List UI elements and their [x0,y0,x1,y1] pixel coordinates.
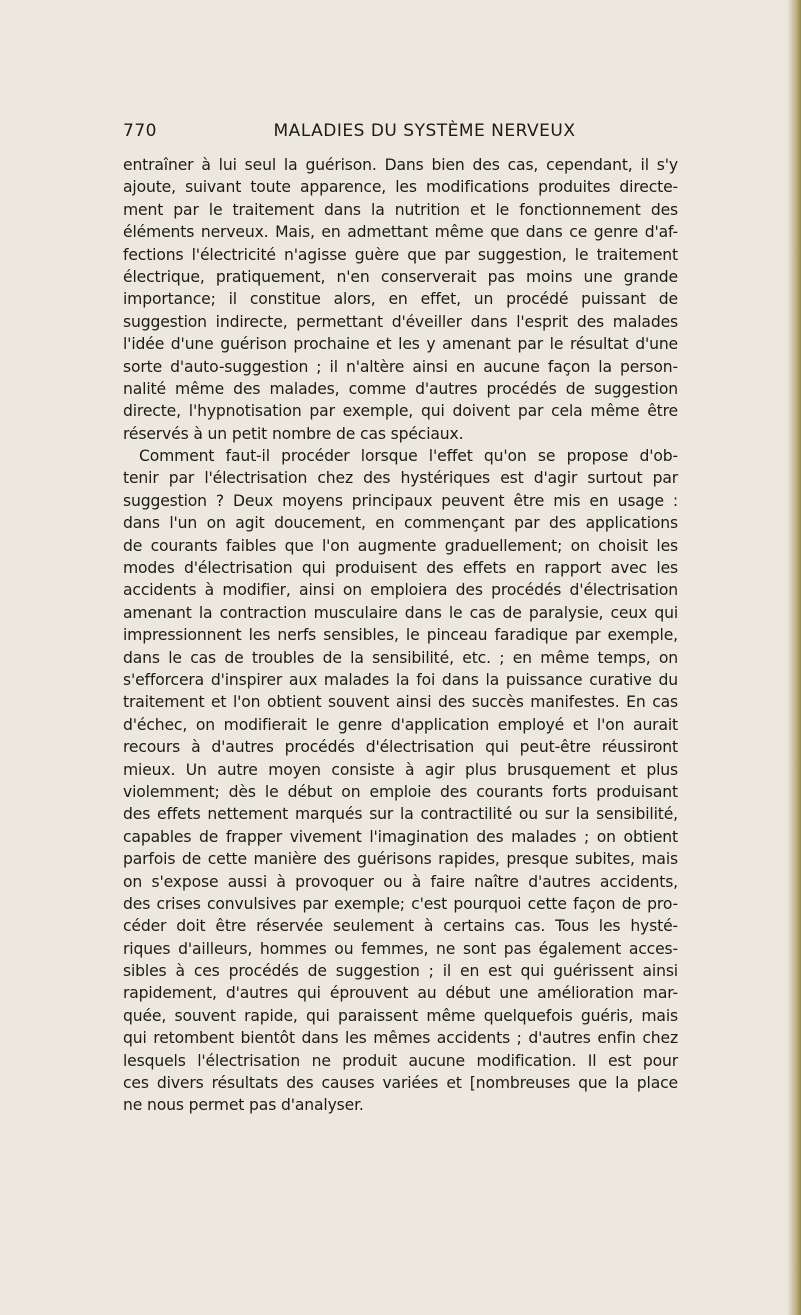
page-number: 770 [123,121,157,141]
text-line: tenir par l'électrisation chez des hystériques est d'agir surtout par [123,469,678,488]
text-line: l'idée d'une guérison prochaine et les y amenant par le résultat d'une [123,335,678,354]
page-edge-shadow [787,0,801,1315]
text-line: ajoute, suivant toute apparence, les modifications produites directe- [123,178,678,197]
text-line: ne nous permet pas d'analyser. [123,1096,364,1115]
text-line: réservés à un petit nombre de cas spéciaux. [123,424,464,443]
text-line: modes d'électrisation qui produisent des effets en rapport avec les [123,559,678,578]
text-line: d'échec, on modifierait le genre d'application employé et l'on aurait [123,715,678,734]
text-line: dans le cas de troubles de la sensibilité, etc. ; en même temps, on [123,648,678,667]
text-line: éléments nerveux. Mais, en admettant même que dans ce genre d'af- [123,223,678,242]
text-line: s'efforcera d'inspirer aux malades la foi dans la puissance curative du [123,670,678,689]
body-text [123,154,678,1117]
text-line: quée, souvent rapide, qui paraissent même quelquefois guéris, mais [123,1006,678,1025]
text-line: de courants faibles que l'on augmente graduellement; on choisit les [123,536,678,555]
text-line: impressionnent les nerfs sensibles, le pinceau faradique par exemple, [123,626,678,645]
text-line: importance; il constitue alors, en effet, un procédé puissant de [123,290,678,309]
text-line: accidents à modifier, ainsi on emploiera des procédés d'électrisation [123,581,678,600]
page-header [123,121,678,145]
text-line: dans l'un on agit doucement, en commençant par des applications [123,514,678,533]
text-line: céder doit être réservée seulement à certains cas. Tous les hysté- [123,917,678,936]
text-line: amenant la contraction musculaire dans le cas de paralysie, ceux qui [123,603,678,622]
text-line: ment par le traitement dans la nutrition et le fonctionnement des [123,200,678,219]
text-line: des crises convulsives par exemple; c'est pourquoi cette façon de pro- [123,894,678,913]
text-line: traitement et l'on obtient souvent ainsi des succès manifestes. En cas [123,693,678,712]
text-line: riques d'ailleurs, hommes ou femmes, ne sont pas également acces- [123,939,678,958]
text-line: capables de frapper vivement l'imagination des malades ; on obtient [123,827,678,846]
text-line: rapidement, d'autres qui éprouvent au début une amélioration mar- [123,984,678,1003]
text-line: fections l'électricité n'agisse guère que par suggestion, le traitement [123,245,678,264]
text-line: Comment faut-il procéder lorsque l'effet qu'on se propose d'ob- [139,447,678,466]
text-line: entraîner à lui seul la guérison. Dans bien des cas, cependant, il s'y [123,156,678,174]
text-line: violemment; dès le début on emploie des courants forts produisant [123,782,678,801]
text-line: directe, l'hypnotisation par exemple, qui doivent par cela même être [123,402,678,421]
text-line: suggestion indirecte, permettant d'éveiller dans l'esprit des malades [123,312,678,331]
text-line: mieux. Un autre moyen consiste à agir plus brusquement et plus [123,760,678,779]
text-line: suggestion ? Deux moyens principaux peuvent être mis en usage : [123,491,678,510]
text-line: des effets nettement marqués sur la contractilité ou sur la sensibilité, [123,805,678,824]
text-line: qui retombent bientôt dans les mêmes accidents ; d'autres enfin chez [123,1029,678,1048]
text-line: sorte d'auto-suggestion ; il n'altère ainsi en aucune façon la person- [123,357,678,376]
text-line: électrique, pratiquement, n'en conserverait pas moins une grande [123,267,678,286]
running-title: MALADIES DU SYSTÈME NERVEUX [273,121,576,141]
text-line: on s'expose aussi à provoquer ou à faire naître d'autres accidents, [123,872,678,891]
text-line: recours à d'autres procédés d'électrisation qui peut-être réussiront [123,738,678,757]
text-line: nalité même des malades, comme d'autres procédés de suggestion [123,379,678,398]
text-line: lesquels l'électrisation ne produit aucune modification. Il est pour [123,1051,678,1070]
text-line: sibles à ces procédés de suggestion ; il en est qui guérissent ainsi [123,962,678,981]
text-line: parfois de cette manière des guérisons rapides, presque subites, mais [123,850,678,869]
text-line: ces divers résultats des causes variées et [nombreuses que la place [123,1074,678,1093]
